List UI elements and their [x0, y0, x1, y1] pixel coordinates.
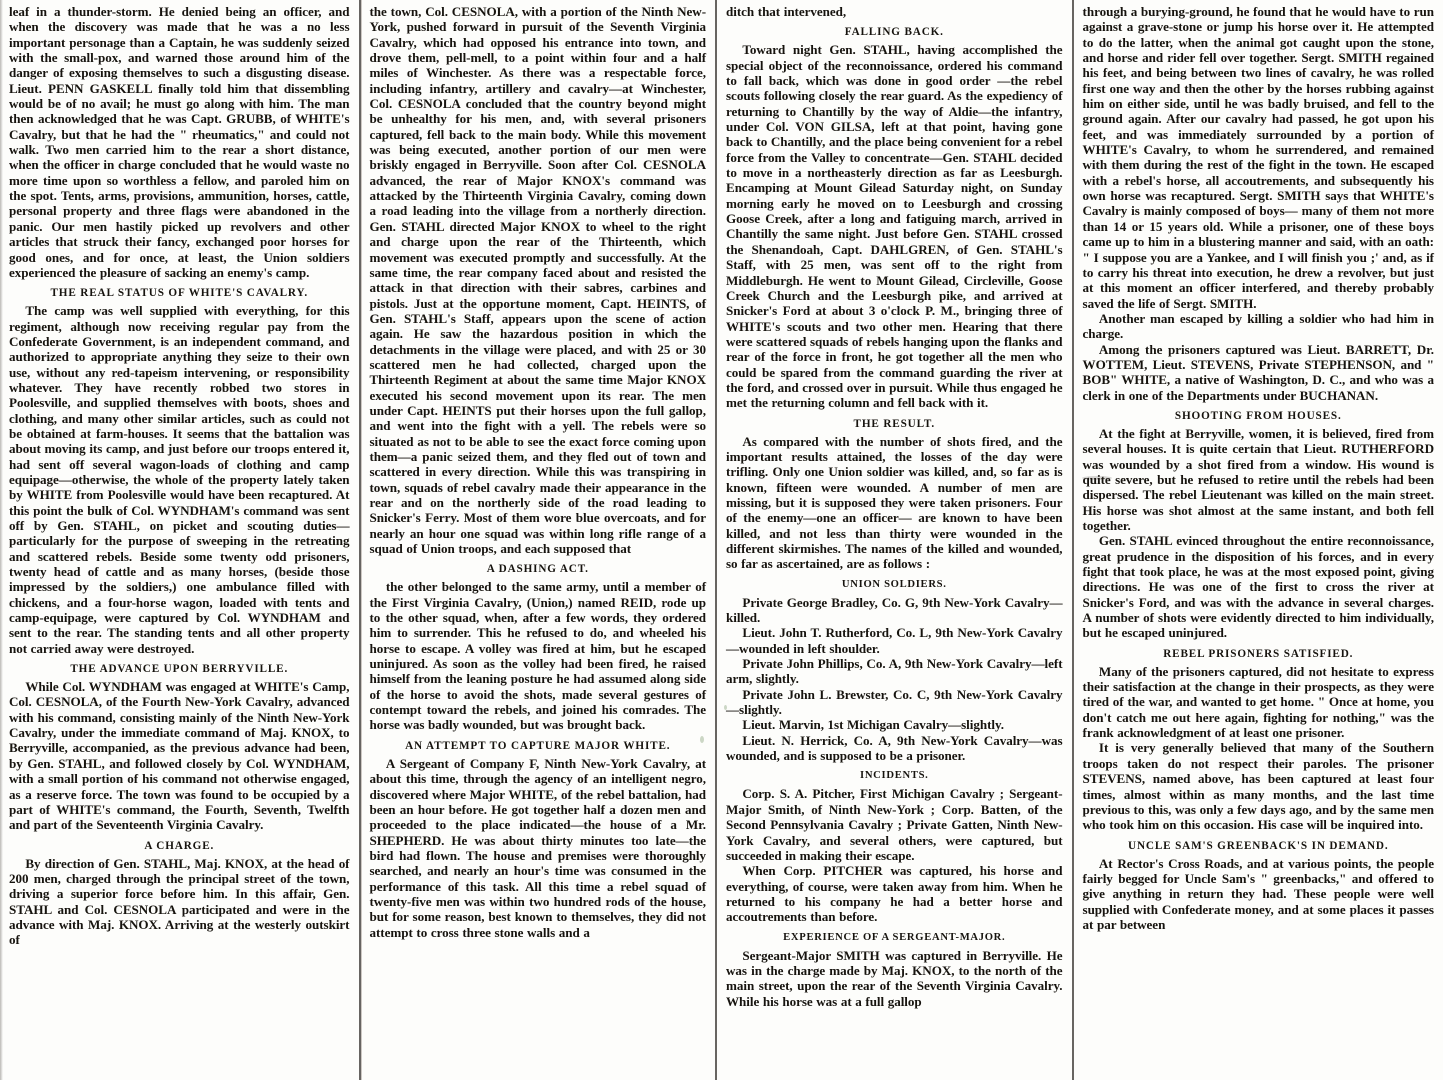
- body-paragraph: Gen. STAHL evinced throughout the entire reconnoissance, great prudence in the disposition of his forces, and in every fight that took place, he was at the most exposed point, giving directions. He was one of the first to cross the river at Snicker's Ford, and was with the advance in several charges. A number of shots were evidently directed to him individually, but he escaped uninjured.: [1082, 533, 1434, 641]
- body-paragraph: leaf in a thunder-storm. He denied being an officer, and when the discovery was made that he was a no less important personage than a Captain, he was suddenly seized with the small-pox, and warned those around him of the danger of exposing themselves to such a disgusting disease. Lieut. PENN GASKELL finally told him that dissembling would be of no avail; he must go along with him. The man then acknowledged that he was Capt. GRUBB, of WHITE's Cavalry, but that he had the " rheumatics," and could not walk. Two men carried him to the rear a short distance, when the officer in charge concluded that he would waste no more time upon so worthless a fellow, and paroled him on the spot. Tents, arms, provisions, ammunition, horses, cattle, personal property and three flags were abandoned in the panic. Our men hastily picked up revolvers and other articles that struck their fancy, exchanged poor horses for good ones, and for once, at least, the Union soldiers experienced the pleasure of sacking an enemy's camp.: [9, 4, 350, 280]
- body-paragraph: Toward night Gen. STAHL, having accomplished the special object of the reconnoissance, ordered his command to fall back, which was done in good order —the rebel scouts following closely the rear guard. As the expediency of returning to Chantilly by the way of Aldie—the infantry, under Col. VON GILSA, left at that point, having gone back to Chantilly, and the place being convenient for a rebel force from the Valley to concentrate—Gen. STAHL decided to move in a northeasterly direction as far as Leesburgh. Encamping at Mount Gilead Saturday night, on Sunday morning early he moved on to Leesburgh and crossing Goose Creek, after a long and fatiguing march, arrived in Chantilly the same night. Just before Gen. STAHL crossed the Shenandoah, Capt. DAHLGREN, of Gen. STAHL's Staff, with 25 men, was sent off to the right from Middleburgh. He went to Mount Gilead, Circleville, Goose Creek Church and the Leesburgh pike, and arrived at Snicker's Ford at about 3 o'clock P. M., bringing three of WHITE's scouts and two other men. Hearing that there were scattered squads of rebels hanging upon the flanks and rear of the force in front, he got together all the men who could be spared from the command guarding the river at the ford, and crossed over in pursuit. While thus engaged he met the returning column and fell back with it.: [726, 42, 1063, 411]
- column-1: [0, 0, 359, 1080]
- section-heading: THE ADVANCE UPON BERRYVILLE.: [70, 663, 289, 676]
- section-heading: INCIDENTS.: [860, 770, 929, 782]
- body-paragraph: At the fight at Berryville, women, it is believed, fired from several houses. It is quite certain that Lieut. RUTHERFORD was wounded by a shot fired from a window. His wound is quite severe, but he refused to retire until the rebels had been dispersed. The rebel Lieutenant was killed on the main street. His horse was shot almost at the same instant, and both fell together.: [1082, 425, 1434, 533]
- body-paragraph: Corp. S. A. Pitcher, First Michigan Cavalry ; Sergeant-Major Smith, of Ninth New-York ; Corp. Batten, of the Second Pennsylvania Cavalry ; Private Gatten, Ninth New-York Cavalry, and several others, were captured, but succeeded in making their escape.: [726, 786, 1063, 863]
- section-heading: UNION SOLDIERS.: [841, 578, 947, 590]
- body-paragraph: A Sergeant of Company F, Ninth New-York Cavalry, at about this time, through the agency of an intelligent negro, discovered where Major WHITE, of the rebel battalion, had been an hour before. He got together half a dozen men and proceeded to the place indicated—the house of a Mr. SHEPHERD. He was about thirty minutes too late—the bird had flown. The house and premises were thoroughly searched, and nearly an hour's time was consumed in the performance of this task. All this time a rebel squad of twenty-five men was within two hundred rods of the house, but for some reason, best known to themselves, they did not attempt to cross three stone walls and a: [369, 755, 707, 940]
- section-heading: AN ATTEMPT TO CAPTURE MAJOR WHITE.: [405, 739, 671, 752]
- body-paragraph: Another man escaped by killing a soldier who had him in charge.: [1082, 310, 1434, 342]
- section-heading: THE RESULT.: [853, 417, 936, 430]
- section-heading: THE REAL STATUS OF WHITE'S CAVALRY.: [50, 287, 309, 300]
- section-heading: UNCLE SAM'S GREENBACK'S IN DEMAND.: [1128, 839, 1389, 852]
- body-paragraph: Sergeant-Major SMITH was captured in Berryville. He was in the charge made by Maj. KNOX, to the north of the main street, upon the rear of the Seventh Virginia Cavalry. While his horse was at a full gallop: [726, 947, 1063, 1009]
- body-paragraph: It is very generally believed that many of the Southern troops taken do not respect their paroles. The prisoner STEVENS, named above, has been captured at least four times, almost within as many months, and the last time previous to this, was only a few days ago, and by the same men who took him on this occasion. His case will be inquired into.: [1082, 740, 1434, 833]
- body-paragraph: Private John Phillips, Co. A, 9th New-York Cavalry—left arm, slightly.: [726, 656, 1063, 687]
- section-heading: FALLING BACK.: [844, 26, 944, 39]
- body-paragraph: As compared with the number of shots fired, and the important results attained, the losses of the day were trifling. Only one Union soldier was killed, and, so far as is known, fifteen were wounded. A number of men are missing, but it is supposed they were taken prisoners. Four of the enemy—one an officer— are known to have been killed, and not less than thirty were wounded in the different skirmishes. The names of the killed and wounded, so far as ascertained, are as follows :: [726, 433, 1063, 572]
- section-heading: A DASHING ACT.: [486, 563, 589, 576]
- section-heading: A CHARGE.: [144, 839, 215, 852]
- body-paragraph: While Col. WYNDHAM was engaged at WHITE's Camp, Col. CESNOLA, of the Fourth New-York Cavalry, advanced with his command, consisting mainly of the Ninth New-York Cavalry, under the immediate command of Maj. KNOX, to Berryville, accompanied, as the previous advance had been, by Gen. STAHL, and followed closely by Col. WYNDHAM, with a small portion of his command not otherwise engaged, as a reserve force. The town was found to be occupied by a part of WHITE's command, the Fourth, Seventh, Twelfth and part of the Seventeenth Virginia Cavalry.: [9, 679, 350, 833]
- body-paragraph: When Corp. PITCHER was captured, his horse and everything, of course, were taken away from him. When he returned to his company he had a better horse and accoutrements than before.: [726, 863, 1063, 925]
- body-paragraph: ditch that intervened,: [726, 4, 847, 19]
- body-paragraph: Private George Bradley, Co. G, 9th New-York Cavalry—killed.: [726, 594, 1063, 626]
- body-paragraph: Lieut. John T. Rutherford, Co. L, 9th New-York Cavalry—wounded in left shoulder.: [726, 625, 1063, 656]
- section-heading: EXPERIENCE OF A SERGEANT-MAJOR.: [783, 931, 1006, 943]
- body-paragraph: the other belonged to the same army, until a member of the First Virginia Cavalry, (Union,) named REID, rode up to the other squad, when, after a few words, they ordered him to surrender. This he refused to do, and wheeled his horse to escape. A volley was fired at him, but he escaped uninjured. As soon as the volley had been fired, he raised himself from the leaning posture he had assumed along side of the horse to avoid the shots, made several gestures of contempt toward the rebels, and joined his comrades. The horse was badly wounded, but was brought back.: [369, 579, 707, 733]
- body-paragraph: Lieut. Marvin, 1st Michigan Cavalry—slightly.: [742, 717, 1004, 733]
- column-2: [361, 0, 716, 1080]
- body-paragraph: Among the prisoners captured was Lieut. BARRETT, Dr. WOTTEM, Lieut. STEVENS, Private STEPHENSON, and " BOB" WHITE, a native of Washington, D. C., and who was a clerk in one of the Departments under BUCHANAN.: [1082, 341, 1434, 403]
- body-paragraph: through a burying-ground, he found that he would have to run against a grave-stone or jump his horse over it. He attempted to do the latter, when the animal got caught upon the stone, and horse and rider fell over together. Sergt. SMITH regained his feet, and being between two lines of cavalry, he was rolled first one way and then the other by the horses rubbing against him on either side, until he was badly bruised, and fell to the ground again. After our cavalry had passed, he got upon his feet, and was immediately surrounded by a portion of WHITE's Cavalry, to whom he surrendered, and remained with them during the rest of the fight in the town. He escaped with a rebel's horse, all accoutrements, and subsequently his own horse was recaptured. Sergt. SMITH says that WHITE's Cavalry is mainly composed of boys— many of them not more than 14 or 15 years old. While a prisoner, one of these boys came up to him in a blustering manner and said, with an oath: " I suppose you are a Yankee, and I will finish you ;' and, as if to carry his threat into execution, he drew a revolver, but just at this moment an officer interfered, and thereby probably saved the life of Sergt. SMITH.: [1082, 4, 1434, 311]
- body-paragraph: Private John L. Brewster, Co. C, 9th New-York Cavalry—slightly.: [726, 686, 1063, 718]
- body-paragraph: The camp was well supplied with everything, for this regiment, although now receiving regular pay from the Confederate Government, is an independent command, and authorized to appropriate anything they seize to their own use, without any red-tapeism intervening, or responsibility whatever. They have recently robbed two stores in Poolesville, and supplied themselves with boots, shoes and clothing, and many other similar articles, such as could not be obtained at farm-houses. It seems that the battalion was about moving its camp, and just before our troops entered it, had sent off several wagon-loads of clothing and camp equipage—otherwise, the whole of the property lately taken by WHITE from Poolesville would have been recaptured. At this point the bulk of Col. WYNDHAM's command was sent off by Gen. STAHL, on picket and scouting duties—particularly for the purpose of sweeping in the retreating and scattered rebels. Beside some twenty odd prisoners, twenty head of cattle and as many horses, (beside those impressed by the soldiers,) one ambulance filled with chickens, and a four-horse wagon, loaded with tents and camp-equipage, were captured by Col. WYNDHAM and sent to the rear. The standing tents and all other property not carried away were destroyed.: [9, 303, 350, 656]
- body-paragraph: Lieut. N. Herrick, Co. A, 9th New-York Cavalry—was wounded, and is supposed to be a prisoner.: [726, 732, 1063, 764]
- body-paragraph: Many of the prisoners captured, did not hesitate to express their satisfaction at the change in their prospects, as they were tired of the war, and wanted to get home. " Once at home, you don't catch me out here again, fighting for nothing," was the frank acknowledgment of at least one prisoner.: [1082, 663, 1434, 741]
- column-3: [717, 0, 1072, 1080]
- body-paragraph: the town, Col. CESNOLA, with a portion of the Ninth New-York, pushed forward in pursuit of the Seventh Virginia Cavalry, which had opposed his entrance into town, and drove them, pell-mell, to a point within four and a half miles of Winchester. As there was a respectable force, including infantry, artillery and cavalry—at Winchester, Col. CESNOLA concluded that the country beyond might be unhealthy for his men, and, with several prisoners captured, fell back to the main body. While this movement was being executed, another portion of our men were briskly engaged in Berryville. Soon after Col. CESNOLA advanced, the rear of Major KNOX's command was attacked by the Thirteenth Virginia Cavalry, coming down a road leading into the village from a northerly direction. Gen. STAHL directed Major KNOX to wheel to the right and charge upon the rear of the Thirteenth, which movement was executed promptly and successfully. At the same time, the rear company faced about and resisted the attack in that direction with their sabres, carbines and pistols. Just at the opportune moment, Capt. HEINTS, of Gen. STAHL's Staff, appears upon the scene of action again. He saw the hazardous position in which the detachments in the village were placed, and with 25 or 30 scattered men he had collected, charged upon the Thirteenth Regiment at about the same time Major KNOX executed his second movement upon its rear. The men under Capt. HEINTS put their horses upon the full gallop, and went into the fight with a yell. The rebels were so situated as not to be able to see the exact force coming upon them—a panic seized them, and they fled out of town and scattered in every direction. While this was transpiring in town, squads of rebel cavalry made their appearance in the rear and on the northerly side of the road leading to Snicker's Ferry. Most of them wore blue overcoats, and for nearly an hour one squad was within long rifle range of a squad of Union troops, and each supposed that: [369, 4, 707, 557]
- body-paragraph: At Rector's Cross Roads, and at various points, the people fairly begged for Uncle Sam's " greenbacks," and offered to give anything in return they had. These people were well supplied with Confederate money, and at some places it passes at par between: [1082, 855, 1434, 932]
- body-paragraph: By direction of Gen. STAHL, Maj. KNOX, at the head of 200 men, charged through the principal street of the town, driving a superior force before him. In this affair, Gen. STAHL and Col. CESNOLA participated and were in the advance with Maj. KNOX. Arriving at the westerly outskirt of: [9, 855, 350, 948]
- section-heading: SHOOTING FROM HOUSES.: [1174, 409, 1342, 422]
- column-4: [1074, 0, 1443, 1080]
- section-heading: REBEL PRISONERS SATISFIED.: [1163, 647, 1354, 660]
